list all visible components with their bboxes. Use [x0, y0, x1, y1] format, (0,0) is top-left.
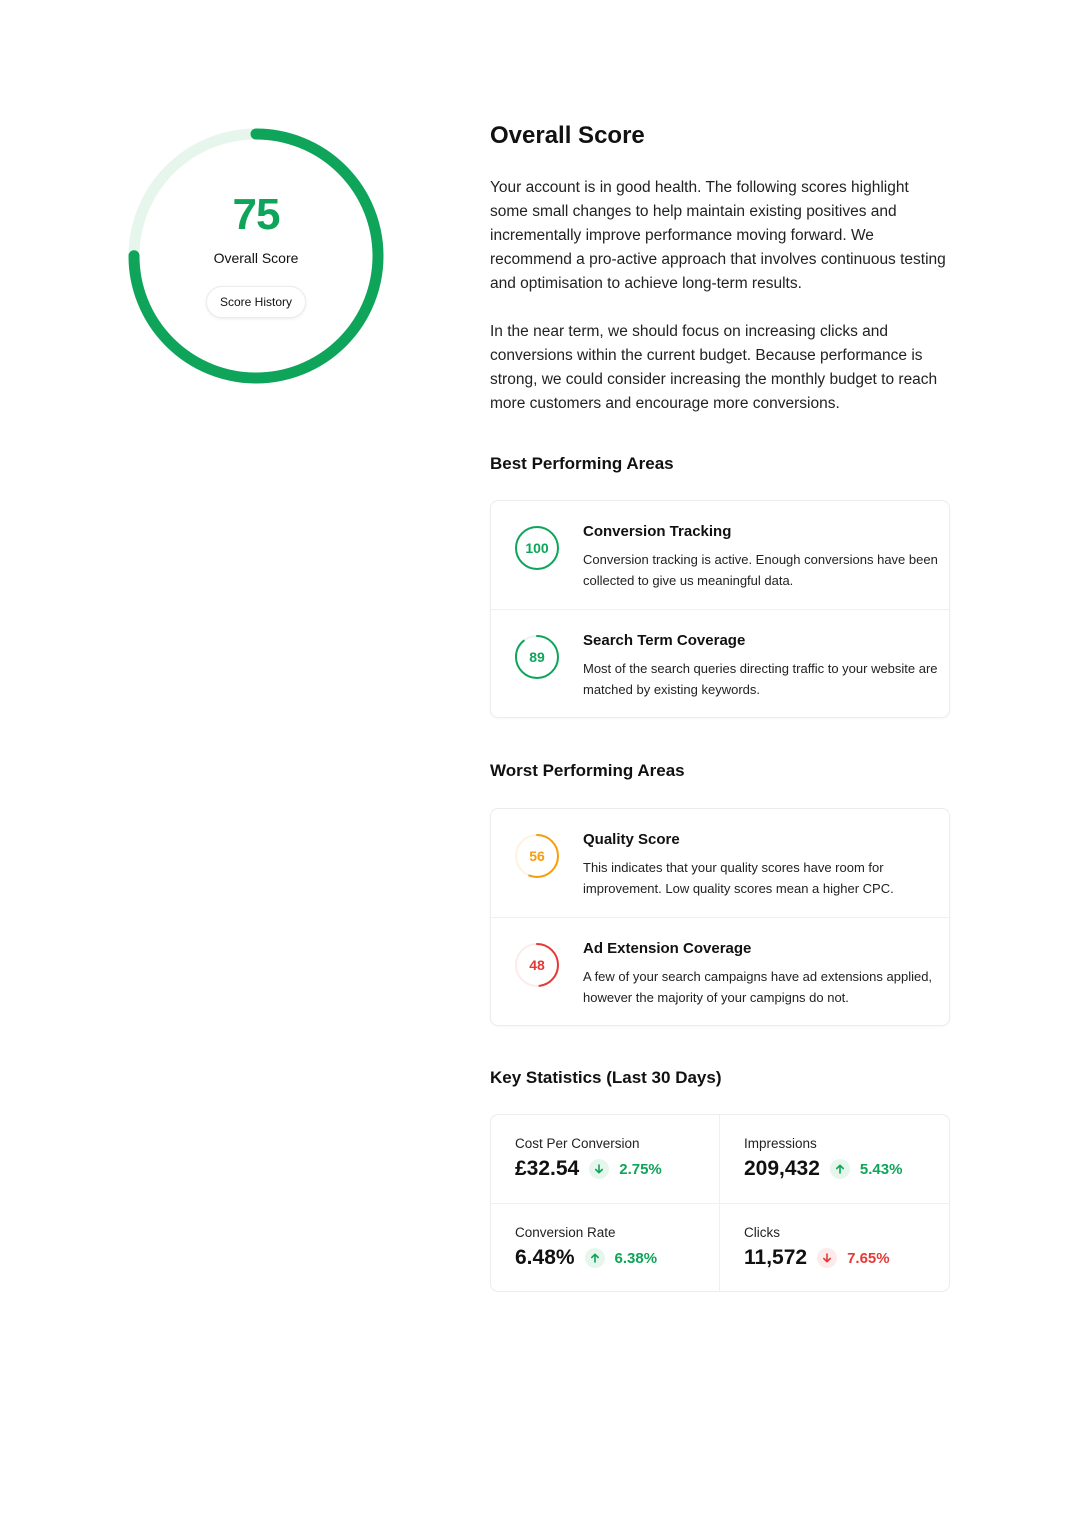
area-title: Search Term Coverage: [583, 632, 746, 649]
stat-delta: 5.43%: [859, 1160, 903, 1178]
stat-delta: 2.75%: [619, 1160, 662, 1178]
area-score-value: 48: [529, 957, 545, 973]
arrow-up-icon: [585, 1248, 605, 1268]
stat-label: Conversion Rate: [515, 1225, 616, 1240]
score-ring: [514, 942, 560, 988]
key-statistics-title: Key Statistics (Last 30 Days): [490, 1068, 722, 1087]
arrow-down-icon: [589, 1159, 609, 1179]
stat-cell: [491, 1115, 720, 1204]
arrow-down-icon: [817, 1248, 837, 1268]
score-ring: [514, 634, 560, 680]
stat-value: £32.54: [515, 1157, 580, 1180]
stat-label: Impressions: [744, 1136, 817, 1151]
overall-score-gauge: [128, 128, 384, 384]
key-statistics-grid: [490, 1114, 950, 1292]
score-ring: [514, 525, 560, 571]
stat-cell: [720, 1204, 949, 1292]
area-title: Conversion Tracking: [583, 523, 732, 540]
stat-label: Cost Per Conversion: [515, 1136, 640, 1151]
area-row: [491, 809, 949, 917]
stat-value: 209,432: [744, 1157, 820, 1180]
overall-score-label: Overall Score: [213, 250, 299, 266]
area-description: Conversion tracking is active. Enough conversions have been collected to give us meaningful data.: [583, 552, 938, 588]
score-history-button[interactable]: Score History: [206, 286, 306, 318]
stat-value: 6.48%: [515, 1246, 575, 1269]
stat-cell: [491, 1204, 720, 1292]
area-title: Quality Score: [583, 831, 680, 848]
area-score-value: 100: [525, 540, 549, 556]
overall-score-value: 75: [232, 190, 280, 239]
area-score-value: 89: [529, 649, 545, 665]
area-row: [491, 501, 949, 609]
area-description: This indicates that your quality scores have room for improvement. Low quality scores mean a higher CPC.: [583, 860, 894, 896]
area-score-value: 56: [529, 848, 545, 864]
page-title: Overall Score: [490, 122, 645, 149]
best-areas-card: [490, 500, 950, 718]
worst-areas-title: Worst Performing Areas: [490, 761, 685, 780]
arrow-up-icon: [830, 1159, 850, 1179]
stat-cell: [720, 1115, 949, 1204]
area-title: Ad Extension Coverage: [583, 940, 752, 957]
best-areas-title: Best Performing Areas: [490, 454, 674, 473]
stat-label: Clicks: [744, 1225, 780, 1240]
stat-delta: 6.38%: [614, 1249, 658, 1267]
area-row: [491, 609, 949, 717]
summary-paragraph-2: In the near term, we should focus on increasing clicks and conversions within the current budget. Because performance is strong, we could consider increasing the monthly budget to reach more customers and encourage more conversions.: [490, 323, 938, 412]
stat-value: 11,572: [744, 1246, 808, 1269]
area-description: A few of your search campaigns have ad extensions applied, however the majority of your campigns do not.: [583, 969, 933, 1005]
stat-delta: 7.65%: [847, 1249, 890, 1267]
area-row: [491, 917, 949, 1025]
area-description: Most of the search queries directing traffic to your website are matched by existing keywords.: [583, 661, 938, 697]
score-ring: [514, 833, 560, 879]
summary-paragraph-1: Your account is in good health. The following scores highlight some small changes to help maintain existing positives and incrementally improve performance moving forward. We recommend a pro-active approach that involves continuous testing and optimisation to achieve long-term results.: [490, 179, 946, 292]
worst-areas-card: [490, 808, 950, 1026]
